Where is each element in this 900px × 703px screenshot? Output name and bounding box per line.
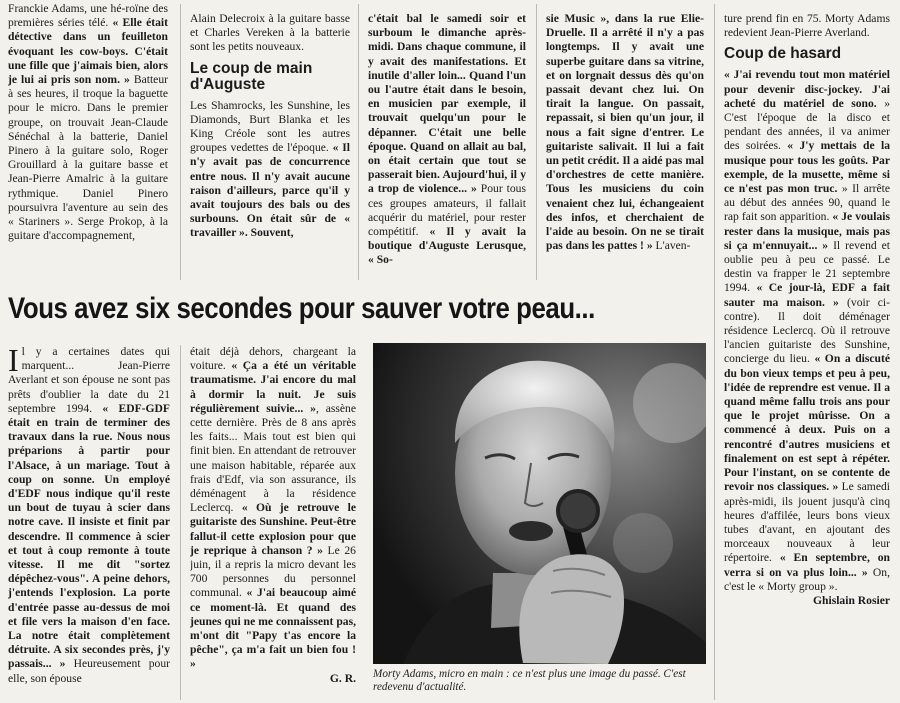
text-segment: (voir ci-contre). Il doit déménager résidence Leclercq. Où il retrouve l'ancien guitariste des Sunshine, concierge du lieu. (724, 295, 890, 366)
singer-photo-illustration (373, 343, 706, 664)
text-segment: « Il n'y avait pas de concurrence entre nous. Il n'y avait aucune raison d'ailleurs, parce qu'il y avait toujours des bals ou des surbouns. On était sûr de « travailler ». Souvent, (190, 141, 350, 240)
text-segment: « Il y avait la boutique d'Auguste Lerusque, « So- (368, 225, 526, 267)
column-divider (180, 4, 181, 280)
col1-bottom-text (8, 345, 170, 686)
text-segment: était déjà dehors, chargeant la voiture. (190, 345, 356, 373)
photo-morty-adams (373, 343, 706, 664)
column-divider (180, 345, 181, 700)
col4-top (546, 12, 704, 280)
text-segment: « J'y mettais de la musique pour tous les goûts. Par exemple, de la musette, même si ce n'est pas mon truc. (724, 139, 890, 196)
text-segment: Heureusement pour elle, son épouse (8, 657, 170, 685)
text-segment: sie Music », dans la rue Elie-Druelle. Il a arrêté il n'y a pas longtemps. Il y avait une superbe guitare dans sa vitrine, et on lorgnait dessus dès qu'on passait devant chez lui. On tirait la langue. On passait, repassait, si bien qu'un jour, il nous a fait signe d'entrer. Le guitariste salivait. Il lui a fait un petit crédit. Il a aidé pas mal d'orchestres de cette manière. Tous les musiciens du coin venaient chez lui, échangeaient des infos, et cherchaient de l'aide au besoin. On ne se tirait pas dans les pattes ! » (546, 12, 704, 253)
text-segment: Pour tous ces groupes amateurs, il fallait acquérir du matériel, pour rester compétitif. (368, 182, 526, 239)
dropcap: I (8, 345, 19, 378)
col3-top-text (368, 12, 526, 268)
text-segment: « En septembre, on verra si on va plus loin... » (724, 551, 890, 579)
col1-bottom (8, 345, 170, 700)
text-segment: Il revend et oublie peu à peu ce passé. Le destin va frapper le 21 septembre 1994. (724, 238, 890, 295)
text-segment: L'aven- (652, 239, 691, 253)
text-segment: « Ça a été un véritable traumatisme. J'ai encore du mal à dormir la nuit. Je suis régulièrement suivie... » (190, 359, 356, 415)
text-segment: « EDF-GDF était en train de terminer des travaux dans la rue. Nous nous préparions à partir pour l'Alsace, à un mariage. Tout à coup on sonne. Un employé d'EDF nous indique qu'il reste un bout de tuyau à scier dans notre cave. Il insiste et finit par descendre. Il commence à scier et tout à coup remonte à toute vitesse. Il me dit "sortez dépêchez-vous". A peine dehors, j'entends l'explosion. La porte d'entrée passe au-dessus de moi et file vers la maison d'en face. La notre était complètement détruite. A six secondes près, j'y passais... » (8, 401, 170, 671)
column-divider (536, 4, 537, 280)
col1-top (8, 2, 168, 277)
col2-bottom (190, 345, 356, 700)
column-divider (358, 4, 359, 280)
text-segment: , assène cette dernière. Près de 8 ans après les faits... Mais tout est bien qui finit bien. En attendant de retrouver une maison habitable, réparée aux frais d'Edf, via son assurance, ils déménagent à la résidence Leclercq. (190, 401, 356, 515)
text-segment: Les Shamrocks, les Sunshine, les Diamonds, Burt Blanka et les King Créole sont les autres groupes vedettes de l'époque. (190, 98, 350, 155)
text-segment: « Où je retrouve le guitariste des Sunshine. Peut-être fallut-il cette explosion pour que je reprique à chanson ? » (190, 501, 356, 557)
text-segment: Batteur à ses heures, il troque la baguette pour le micro. Dans le premier groupe, on trouvait Jean-Claude Sénéchal à la batterie, Daniel Pinero à la guitare solo, Roger Grouillard à la guitare basse et Jean-Pierre Amalric à la guitare rythmique. Daniel Pinero poursuivra l'aventure au sein des « Stariners ». Serge Prokop, à la guitare d'accompagnement, (8, 73, 168, 243)
text-segment: Le samedi après-midi, ils jouent jusqu'à cinq heures d'affilée, leurs bons vieux tubes d'avant, en ajoutant des morceaux nouveaux à leur répertoire. (724, 480, 890, 565)
text-segment: » C'est l'époque de la disco et pendant des années, il va animer des soirées. (724, 96, 890, 153)
subhead-coup-de-hasard: Coup de hasard (724, 45, 842, 63)
text-segment: « J'ai beaucoup aimé ce moment-là. Et quand des jeunes qui ne me connaissent pas, m'ont dit "Papy t'as encore la pêche", ça m'a fait un bien fou ! » (190, 586, 356, 671)
text-segment: « Elle était détective dans un feuilleton évoquant les cow-boys. C'était une fille que j'aimais bien, alors je lui ai pris son nom. » (8, 16, 168, 87)
text-segment: « J'ai revendu tout mon matériel pour devenir disc-jockey. J'ai acheté du matériel de sono. (724, 68, 890, 110)
text-segment: c'était bal le samedi soir et surboum le dimanche après-midi. Dans chaque commune, il y avait des manifestations. Et inutile d'aller loin... Quand l'un ou l'autre était dans le besoin, en musicien par exemple, il trouvait quelqu'un pour le dépanner. C'était une belle époque. Quand on allait au bal, on était certain que tout se passerait bien. Aujourd'hui, il y a trop de violence... » (368, 12, 526, 196)
col1-top-text (8, 2, 168, 243)
text-segment: l y a certaines dates qui marquent... Jean-Pierre Averlant et son épouse ne sont pas prêts d'oublier la date du 21 septembre 1994. (8, 345, 170, 415)
subhead-coup-de-main: Le coup de main d'Auguste (190, 59, 313, 93)
column-divider (714, 4, 715, 700)
text-segment: On, c'est le « Morty group ». (724, 565, 890, 593)
col5 (724, 12, 890, 700)
signature-ghislain-rosier: Ghislain Rosier (813, 593, 890, 607)
col2-intro: Alain Delecroix à la guitare basse et Charles Vereken à la batterie sont les petits nouveaux. (190, 12, 350, 54)
col2-top-text (190, 99, 350, 241)
article-headline: Vous avez six secondes pour sauver votre peau... (8, 292, 595, 325)
photo-caption: Morty Adams, micro en main : ce n'est plus une image du passé. C'est redevenu d'actualité. (373, 668, 686, 693)
col4-top-text (546, 12, 704, 253)
col5-intro: ture prend fin en 75. Morty Adams redevient Jean-Pierre Averland. (724, 12, 890, 40)
text-segment: « Ce jour-là, EDF a fait sauter ma maison. » (724, 281, 890, 309)
col3-top (368, 12, 526, 280)
text-segment: « On a discuté du bon vieux temps et peu à peu, l'idée de reprendre est venue. Il a quand même fallu trois ans pour que le projet mûrisse. On a commencé à deux. Puis on a rencontré d'autres musiciens et finalement on est sept à répéter. Pour l'instant, on se contente de revoir nos classiques. » (724, 352, 890, 494)
col2-top (190, 12, 350, 280)
text-segment: « Je voulais rester dans la musique, mais pas si ça m'ennuyait... » (724, 210, 890, 252)
text-segment: Le 26 juin, il a repris la micro devant les 700 personnes du personnel communal. (190, 543, 356, 600)
text-segment: Franckie Adams, une hé-roïne des premières séries télé. (8, 2, 168, 30)
col2-bottom-text (190, 345, 356, 672)
signature-gr: G. R. (329, 671, 356, 685)
text-segment: » Il arrête au début des années 90, quand le rap fait son apparition. (724, 182, 890, 224)
